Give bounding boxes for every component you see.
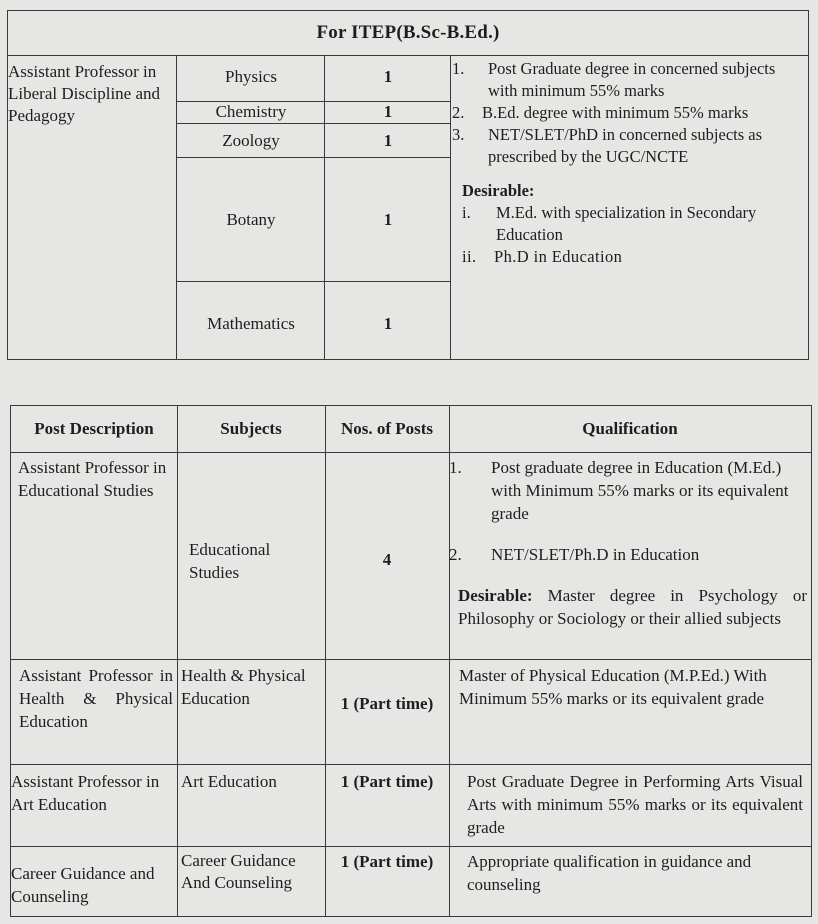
row-divider xyxy=(11,452,811,453)
subject-health-physical-education: Health & Physical Education xyxy=(181,666,306,708)
qualification-item: 2. NET/SLET/Ph.D in Education xyxy=(449,545,700,564)
subject-art-education: Art Education xyxy=(181,772,277,791)
desirable-note xyxy=(449,584,807,630)
column-divider xyxy=(450,55,451,359)
column-divider xyxy=(325,406,326,916)
header-subjects: Subjects xyxy=(220,419,282,438)
posts-educational-studies: 4 xyxy=(382,550,392,569)
subject-educational-studies: Educational Studies xyxy=(189,540,271,582)
qualification-item: 1. Post graduate degree in Education (M.Ed.) with Minimum 55% marks or its equivalent grade xyxy=(449,458,789,523)
posts-career-guidance: 1 (Part time) xyxy=(340,852,434,871)
subject-zoology: Zoology xyxy=(222,131,280,150)
header-nos-of-posts: Nos. of Posts xyxy=(340,419,434,438)
header-qualification: Qualification xyxy=(582,419,678,438)
posts-physics: 1 xyxy=(383,67,393,86)
qualification-educational-studies xyxy=(449,456,807,630)
qualification-art-education: Post Graduate Degree in Performing Arts Visual Arts with minimum 55% marks or its equivalent grade xyxy=(467,772,803,837)
posts-art-education: 1 (Part time) xyxy=(340,772,434,791)
desirable-item: ii. Ph.D in Education xyxy=(462,247,623,266)
row-divider xyxy=(176,157,450,158)
post-career-guidance: Career Guidance and Counseling xyxy=(11,864,155,906)
subject-career-guidance: Career Guidance And Counseling xyxy=(181,851,296,892)
row-divider xyxy=(11,764,811,765)
posts-table xyxy=(10,405,812,917)
row-divider xyxy=(11,846,811,847)
qualification-career-guidance: Appropriate qualification in guidance and counseling xyxy=(467,852,752,894)
itep-qualification-cell xyxy=(452,58,808,268)
qualification-item: 1. Post Graduate degree in concerned subjects with minimum 55% marks xyxy=(452,59,776,100)
posts-health-physical-education: 1 (Part time) xyxy=(340,694,434,713)
subject-botany: Botany xyxy=(226,210,276,229)
qualification-item: 2. B.Ed. degree with minimum 55% marks xyxy=(452,103,749,122)
posts-chemistry: 1 xyxy=(383,102,393,121)
subject-mathematics: Mathematics xyxy=(207,314,295,333)
itep-table xyxy=(7,10,809,360)
desirable-text: Master degree in Psychology or Philosophy or Sociology or their allied subjects xyxy=(458,586,808,628)
subject-physics: Physics xyxy=(225,67,277,86)
qualification-item: 3. NET/SLET/PhD in concerned subjects as prescribed by the UGC/NCTE xyxy=(452,125,763,166)
post-health-physical-education: Assistant Professor in Health & Physical Education xyxy=(19,666,173,731)
desirable-item: i. M.Ed. with specialization in Secondary Education xyxy=(462,203,757,244)
header-post-description: Post Description xyxy=(34,419,154,438)
itep-post-description: Assistant Professor in Liberal Discipline and Pedagogy xyxy=(8,62,161,125)
row-divider xyxy=(176,123,450,124)
qualification-health-physical-education: Master of Physical Education (M.P.Ed.) With Minimum 55% marks or its equivalent grade xyxy=(459,666,767,708)
posts-mathematics: 1 xyxy=(383,314,393,333)
column-divider xyxy=(177,406,178,916)
posts-botany: 1 xyxy=(383,210,393,229)
post-educational-studies: Assistant Professor in Educational Studies xyxy=(18,458,167,500)
row-divider xyxy=(11,659,811,660)
itep-table-title: For ITEP(B.Sc-B.Ed.) xyxy=(8,11,808,56)
row-divider xyxy=(176,281,450,282)
subject-chemistry: Chemistry xyxy=(215,102,287,121)
post-art-education: Assistant Professor in Art Education xyxy=(11,772,160,814)
desirable-label: Desirable: xyxy=(458,586,533,605)
desirable-heading: Desirable: xyxy=(462,181,535,200)
posts-zoology: 1 xyxy=(383,131,393,150)
